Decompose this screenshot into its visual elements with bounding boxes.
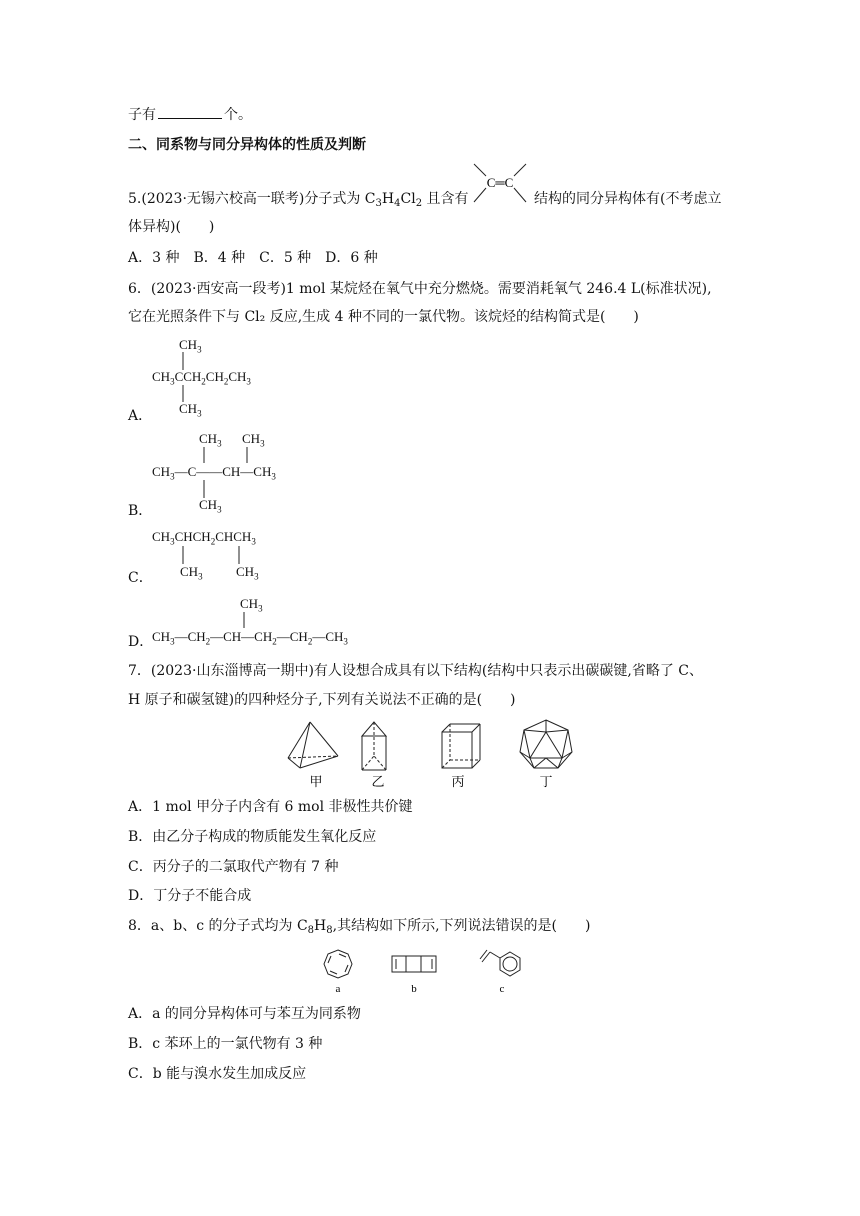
fill-blank-suffix: 个。 [224, 107, 252, 123]
prismane-icon [362, 722, 386, 770]
q7-option-a: A．1 mol 甲分子内含有 6 mol 非极性共价键 [128, 799, 413, 815]
label-b: b [411, 983, 417, 995]
ladder-icon [392, 956, 436, 972]
fill-blank-prefix: 子有 [128, 107, 156, 123]
optB-main-chain: $CH_3—C——CH—CH_3$ [152, 464, 276, 482]
c8h8-structures [322, 946, 542, 1000]
q5-text: 且含有 [422, 191, 469, 207]
q5-sub: 4 [394, 198, 401, 209]
optA-ch3-top: $CH_3$ [179, 337, 202, 355]
q5-sub: 3 [375, 198, 382, 209]
option-a-label: A． [128, 408, 153, 424]
styrene-icon [480, 950, 520, 976]
label-bing: 丙 [451, 774, 465, 789]
optB-ch3-bottom: $CH_3$ [199, 497, 222, 515]
optD-bond [243, 612, 245, 628]
q8-text: H [314, 918, 327, 934]
question-5-line-1 [128, 189, 469, 214]
answer-blank[interactable] [158, 104, 222, 119]
q5-line-2: 体异构)( ) [128, 219, 215, 235]
optC-ch3-1: $CH_3$ [180, 564, 203, 582]
question-7-line-2: H 原子和碳氢键)的四种烃分子,下列有关说法不正确的是( ) [128, 692, 516, 708]
option-d-label: D． [128, 634, 154, 650]
label-a: a [335, 983, 341, 995]
q5-text: H [381, 191, 395, 207]
optA-main-chain: $CH_3CCH_2CH_2CH_3$ [152, 369, 251, 387]
fill-blank-line [128, 104, 252, 125]
question-6-line-2: 它在光照条件下与 Cl₂ 反应,生成 4 种不同的一氯代物。该烷烃的结构简式是( ) [128, 309, 639, 325]
q5-options: A．3 种 B．4 种 C．5 种 D．6 种 [128, 250, 378, 266]
q5-line-1-end: 结构的同分异构体有(不考虑立 [534, 191, 722, 207]
optA-bond [182, 385, 184, 402]
q8-sub: 8 [307, 925, 315, 936]
icosahedron-icon [520, 720, 572, 768]
optA-ch3-bottom: $CH_3$ [179, 401, 202, 419]
q8-option-b: B．c 苯环上的一氯代物有 3 种 [128, 1036, 323, 1052]
question-8-line-1 [128, 916, 590, 941]
tetrahedron-icon [288, 722, 338, 768]
q5-sub: 2 [415, 198, 423, 209]
q8-text-end: ,其结构如下所示,下列说法错误的是( ) [332, 918, 591, 934]
optB-bond [203, 447, 205, 463]
optD-ch3-top: $CH_3$ [240, 596, 263, 614]
optC-main-chain: $CH_3CHCH_2CHCH_3$ [152, 529, 256, 547]
optC-ch3-2: $CH_3$ [236, 564, 259, 582]
label-c: c [499, 983, 505, 995]
q7-option-b: B．由乙分子构成的物质能发生氧化反应 [128, 829, 377, 845]
cyclooctatetraene-icon [324, 950, 352, 978]
label-yi: 乙 [371, 774, 385, 789]
q8-sub: 8 [326, 925, 333, 936]
q5-text: Cl [400, 191, 416, 207]
q5-text-start: 5.(2023·无锡六校高一联考)分子式为 C [128, 191, 376, 207]
question-6-line-1: 6．(2023·西安高一段考)1 mol 某烷烃在氧气中充分燃烧。需要消耗氧气 246.4 L(标准状况), [128, 281, 712, 297]
q8-text-start: 8．a、b、c 的分子式均为 C [128, 918, 308, 934]
optC-bond [238, 546, 240, 564]
alkene-label: C═C [486, 175, 514, 190]
q8-option-c: C．b 能与溴水发生加成反应 [128, 1066, 307, 1082]
optB-ch3-top2: $CH_3$ [242, 431, 265, 449]
section-title: 二、同系物与同分异构体的性质及判断 [128, 137, 366, 153]
optB-bond [246, 447, 248, 463]
optB-ch3-top1: $CH_3$ [199, 431, 222, 449]
optA-bond [182, 352, 184, 370]
label-jia: 甲 [309, 774, 323, 789]
q7-option-d: D．丁分子不能合成 [128, 888, 252, 904]
label-ding: 丁 [539, 774, 553, 789]
optC-bond [182, 546, 184, 564]
cube-icon [442, 724, 480, 768]
q8-option-a: A．a 的同分异构体可与苯互为同系物 [128, 1006, 361, 1022]
option-c-label: C． [128, 570, 153, 586]
optB-bond [203, 480, 205, 498]
question-7-line-1: 7．(2023·山东淄博高一期中)有人设想合成具有以下结构(结构中只表示出碳碳键,省略了 C、 [128, 663, 703, 679]
alkene-structure [470, 160, 530, 204]
option-b-label: B． [128, 503, 153, 519]
polyhedra-figure [282, 718, 592, 792]
q7-option-c: C．丙分子的二氯取代产物有 7 种 [128, 859, 339, 875]
optD-main-chain: $CH_3—CH_2—CH—CH_2—CH_2—CH_3$ [152, 629, 348, 647]
